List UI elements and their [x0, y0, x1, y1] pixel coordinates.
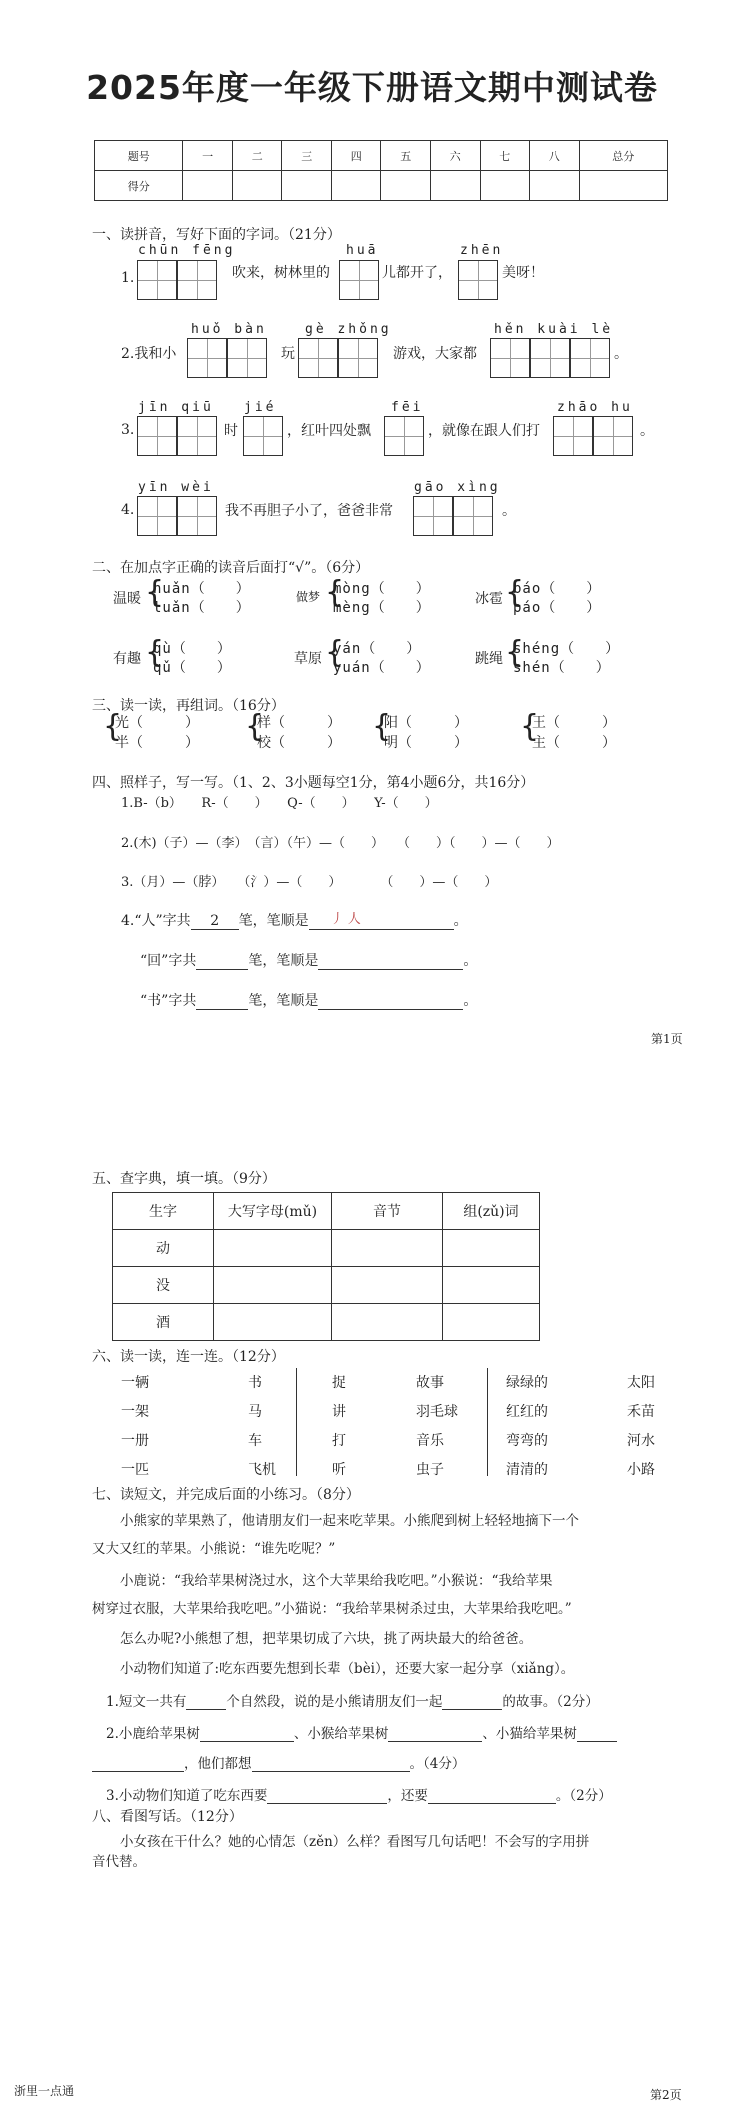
score-row-label: 得分	[95, 171, 183, 201]
match-item[interactable]: 讲	[332, 1404, 346, 1420]
period: 。	[453, 913, 468, 929]
stroke-order-blank[interactable]	[318, 1009, 463, 1010]
period: 。	[463, 993, 478, 1009]
score-header-cell: 二	[232, 141, 282, 171]
match-item[interactable]: 故事	[416, 1375, 444, 1391]
passage-line: 小鹿说：“我给苹果树浇过水，这个大苹果给我吃吧。”小猴说：“我给苹果	[120, 1573, 553, 1589]
reading-option[interactable]: luǎn（ ）	[153, 600, 251, 616]
tianzige-box[interactable]	[137, 260, 177, 300]
period: 。	[463, 953, 478, 969]
reading-option[interactable]: mòng（ ）	[333, 581, 431, 597]
tianzige-box[interactable]	[177, 416, 217, 456]
reading-option[interactable]: qǔ（ ）	[153, 660, 232, 676]
dict-row	[113, 1304, 540, 1341]
dict-cell[interactable]	[332, 1304, 443, 1341]
section3-heading: 三、读一读，再组词。（16分）	[92, 698, 285, 714]
pinyin-prompt: jīn qiū	[138, 400, 214, 415]
dict-char: 动	[113, 1230, 214, 1267]
word-group-input[interactable]: 样（ ）	[257, 715, 341, 731]
score-cell[interactable]	[232, 171, 282, 201]
score-cell[interactable]	[282, 171, 332, 201]
question-text: 2.小鹿给苹果树	[106, 1726, 200, 1742]
word-group-input[interactable]: 王（ ）	[532, 715, 616, 731]
score-header-cell: 五	[381, 141, 431, 171]
dict-cell[interactable]	[443, 1267, 540, 1304]
brace-icon: {	[520, 709, 540, 744]
score-cell[interactable]	[183, 171, 233, 201]
match-item[interactable]: 书	[248, 1375, 262, 1391]
match-item[interactable]: 一匹	[121, 1462, 149, 1478]
dict-cell[interactable]	[214, 1230, 332, 1267]
stroke-order-blank[interactable]	[309, 912, 454, 930]
dict-char: 没	[113, 1267, 214, 1304]
pinyin-prompt: fēi	[391, 400, 424, 415]
pinyin-prompt: gè zhǒng	[305, 322, 392, 337]
sentence-text: 儿都开了，	[382, 265, 452, 281]
question-text: 3.小动物们知道了吃东西要	[106, 1788, 268, 1804]
word-group-input[interactable]: 校（ ）	[257, 735, 341, 751]
q4-3-text: 3.（月）—（脖） （氵）—（ ） （ ）—（ ）	[121, 875, 498, 890]
dict-header: 生字	[113, 1193, 214, 1230]
reading-option[interactable]: nuǎn（ ）	[153, 581, 251, 597]
sentence-text: ，红叶四处飘	[287, 423, 371, 439]
match-item[interactable]: 一册	[121, 1433, 149, 1449]
passage-line: 怎么办呢?小熊想了想，把苹果切成了六块，挑了两块最大的给爸爸。	[120, 1631, 533, 1647]
tianzige-box[interactable]	[339, 260, 379, 300]
target-word: 跳绳	[475, 651, 503, 667]
match-item[interactable]: 马	[248, 1404, 262, 1420]
passage-line: 又大又红的苹果。小熊说：“谁先吃呢？”	[92, 1541, 336, 1557]
brace-icon: {	[145, 635, 165, 670]
stroke-question	[121, 910, 468, 930]
match-item[interactable]: 虫子	[416, 1462, 444, 1478]
dict-header-row	[113, 1193, 540, 1230]
question-text: 、小猫给苹果树	[482, 1726, 577, 1742]
reading-question-1	[106, 1690, 599, 1710]
stroke-order-handwriting: 丿 人	[330, 912, 361, 927]
tianzige-box[interactable]	[243, 416, 283, 456]
reading-option[interactable]: mèng（ ）	[333, 600, 431, 616]
dict-char: 酒	[113, 1304, 214, 1341]
pinyin-prompt: gāo xìng	[414, 480, 501, 495]
tianzige-box[interactable]	[530, 338, 570, 378]
match-item[interactable]: 太阳	[627, 1375, 655, 1391]
column-divider	[487, 1368, 488, 1476]
stroke-q-prefix: “书”字共	[140, 993, 197, 1009]
stroke-count-blank[interactable]	[191, 913, 239, 930]
match-item[interactable]: 绿绿的	[506, 1375, 548, 1391]
answer-blank[interactable]	[428, 1803, 556, 1804]
dict-cell[interactable]	[214, 1304, 332, 1341]
dictionary-table	[112, 1192, 540, 1341]
brace-icon: {	[245, 709, 265, 744]
match-item[interactable]: 小路	[627, 1462, 655, 1478]
tianzige-box[interactable]	[490, 338, 530, 378]
stroke-q-mid: 笔，笔顺是	[248, 993, 319, 1009]
score-header-cell: 题号	[95, 141, 183, 171]
sentence-text: 2.我和小	[121, 346, 177, 362]
sentence-text: 美呀！	[502, 265, 544, 281]
stroke-q-mid: 笔，笔顺是	[248, 953, 319, 969]
section5-heading: 五、查字典，填一填。（9分）	[92, 1171, 276, 1187]
match-item[interactable]: 一架	[121, 1404, 149, 1420]
brace-icon: {	[505, 575, 525, 610]
stroke-q-mid: 笔，笔顺是	[238, 913, 309, 929]
score-table	[94, 140, 668, 201]
stroke-q-prefix: 4.“人”字共	[121, 913, 191, 929]
page-number: 第1页	[651, 1032, 683, 1046]
q4-2-text: 2.(木)（子）—（李） （言）（午）—（ ） （ ）（ ）—（ ）	[121, 836, 560, 851]
pinyin-prompt: huā	[346, 243, 379, 258]
reading-option[interactable]: yuán（ ）	[333, 660, 431, 676]
score-header-cell: 六	[431, 141, 481, 171]
dict-header: 音节	[332, 1193, 443, 1230]
dict-header: 组(zǔ)词	[443, 1193, 540, 1230]
target-word: 有趣	[113, 651, 141, 667]
match-item[interactable]: 河水	[627, 1433, 655, 1449]
tianzige-box[interactable]	[187, 338, 227, 378]
question-text: ，还要	[387, 1788, 428, 1804]
answer-blank[interactable]	[267, 1803, 387, 1804]
q-number: 1.	[121, 270, 135, 286]
target-word: 草原	[294, 651, 322, 667]
sentence-text: 我不再胆子小了，爸爸非常	[225, 503, 393, 519]
section6-heading: 六、读一读，连一连。（12分）	[92, 1349, 285, 1365]
match-item[interactable]: 飞机	[248, 1462, 276, 1478]
question-text: 。（4分）	[409, 1756, 466, 1772]
match-item[interactable]: 音乐	[416, 1433, 444, 1449]
page-number: 第2页	[650, 2088, 682, 2102]
match-item[interactable]: 禾苗	[627, 1404, 655, 1420]
tianzige-box[interactable]	[453, 496, 493, 536]
section1-heading: 一、读拼音，写好下面的字词。（21分）	[92, 227, 341, 243]
dict-cell[interactable]	[332, 1267, 443, 1304]
answer-blank[interactable]	[388, 1741, 482, 1742]
tianzige-box[interactable]	[570, 338, 610, 378]
sentence-text: 。	[502, 503, 516, 519]
answer-blank[interactable]	[200, 1741, 294, 1742]
answer-blank[interactable]	[442, 1709, 502, 1710]
dict-cell[interactable]	[214, 1267, 332, 1304]
sentence-text: 游戏，大家都	[393, 346, 477, 362]
question-text: 1.短文一共有	[106, 1694, 187, 1710]
match-item[interactable]: 羽毛球	[416, 1404, 458, 1420]
stroke-q-prefix: “回”字共	[140, 953, 197, 969]
stroke-question	[140, 950, 477, 970]
tianzige-box[interactable]	[177, 496, 217, 536]
sentence-text: ，就像在跟人们打	[428, 423, 540, 439]
question-text: ，他们都想	[184, 1756, 252, 1772]
word-group-input[interactable]: 明（ ）	[384, 735, 468, 751]
sentence-text: 时	[224, 423, 238, 439]
reading-question-3	[106, 1784, 612, 1804]
pinyin-prompt: hěn kuài lè	[494, 322, 614, 337]
stroke-question	[140, 990, 477, 1010]
tianzige-box[interactable]	[384, 416, 424, 456]
score-cell[interactable]	[431, 171, 481, 201]
score-cell[interactable]	[579, 171, 667, 201]
brace-icon: {	[145, 575, 165, 610]
question-text: 。（2分）	[555, 1788, 612, 1804]
word-group-input[interactable]: 阳（ ）	[384, 715, 468, 731]
tianzige-box[interactable]	[177, 260, 217, 300]
score-header-cell: 三	[282, 141, 332, 171]
sentence-text: 。	[640, 423, 654, 439]
q-number: 3.	[121, 422, 135, 438]
q4-1-text: 1.B-（b） R-（ ） Q-（ ） Y-（ ）	[121, 796, 438, 811]
match-item[interactable]: 一辆	[121, 1375, 149, 1391]
brace-icon: {	[325, 575, 345, 610]
brace-icon: {	[505, 635, 525, 670]
column-divider	[296, 1368, 297, 1476]
reading-option[interactable]: páo（ ）	[513, 600, 602, 616]
passage-line: 小动物们知道了:吃东西要先想到长辈（bèi），还要大家一起分享（xiǎng）。	[120, 1661, 575, 1677]
exam-title: 2025年度一年级下册语文期中测试卷	[86, 68, 658, 107]
stroke-count-value: 2	[210, 913, 220, 929]
prompt-line: 小女孩在干什么？她的心情怎（zěn）么样？看图写几句话吧！不会写的字用拼	[120, 1834, 590, 1850]
target-word: 温暖	[113, 591, 141, 607]
stroke-count-blank[interactable]	[196, 1009, 248, 1010]
stroke-order-blank[interactable]	[318, 969, 463, 970]
tianzige-box[interactable]	[137, 416, 177, 456]
prompt-line: 音代替。	[92, 1854, 146, 1870]
dict-cell[interactable]	[443, 1304, 540, 1341]
tianzige-box[interactable]	[458, 260, 498, 300]
reading-option[interactable]: báo（ ）	[513, 581, 602, 597]
reading-question-2	[106, 1722, 617, 1742]
stroke-count-blank[interactable]	[196, 969, 248, 970]
tianzige-box[interactable]	[338, 338, 378, 378]
word-group-input[interactable]: 光（ ）	[115, 715, 199, 731]
q-number: 4.	[121, 502, 135, 518]
passage-line: 小熊家的苹果熟了，他请朋友们一起来吃苹果。小熊爬到树上轻轻地摘下一个	[120, 1513, 579, 1529]
section4-heading: 四、照样子，写一写。（1、2、3小题每空1分，第4小题6分，共16分）	[92, 775, 535, 791]
brace-icon: {	[325, 635, 345, 670]
reading-option[interactable]: shéng（ ）	[513, 641, 621, 657]
score-header-cell: 八	[530, 141, 580, 171]
answer-blank[interactable]	[186, 1709, 226, 1710]
brace-icon: {	[103, 709, 123, 744]
reading-option[interactable]: shén（ ）	[513, 660, 611, 676]
tianzige-box[interactable]	[298, 338, 338, 378]
score-cell[interactable]	[530, 171, 580, 201]
dict-row	[113, 1267, 540, 1304]
tianzige-box[interactable]	[137, 496, 177, 536]
score-input-row	[95, 171, 668, 201]
tianzige-box[interactable]	[553, 416, 593, 456]
word-group-input[interactable]: 半（ ）	[115, 735, 199, 751]
score-header-cell: 七	[480, 141, 530, 171]
answer-blank[interactable]	[92, 1771, 184, 1772]
dict-row	[113, 1230, 540, 1267]
pinyin-prompt: zhāo hu	[557, 400, 633, 415]
tianzige-box[interactable]	[593, 416, 633, 456]
score-header-cell: 四	[331, 141, 381, 171]
score-header-cell: 总分	[579, 141, 667, 171]
match-item[interactable]: 红红的	[506, 1404, 548, 1420]
score-cell[interactable]	[381, 171, 431, 201]
pinyin-prompt: huǒ bàn	[191, 322, 267, 337]
pinyin-prompt: yīn wèi	[138, 480, 214, 495]
pinyin-prompt: jié	[244, 400, 277, 415]
pinyin-prompt: chūn fēng	[138, 243, 236, 258]
answer-blank[interactable]	[252, 1771, 410, 1772]
match-item[interactable]: 打	[332, 1433, 346, 1449]
question-text: 个自然段，说的是小熊请朋友们一起	[226, 1694, 443, 1710]
brace-icon: {	[372, 709, 392, 744]
reading-question-2-cont	[92, 1752, 465, 1772]
tianzige-box[interactable]	[413, 496, 453, 536]
match-item[interactable]: 弯弯的	[506, 1433, 548, 1449]
reading-option[interactable]: yán（ ）	[333, 641, 422, 657]
dict-cell[interactable]	[443, 1230, 540, 1267]
score-header-cell: 一	[183, 141, 233, 171]
word-group-input[interactable]: 主（ ）	[532, 735, 616, 751]
sentence-text: 吹来，树林里的	[232, 265, 330, 281]
footer-brand: 浙里一点通	[14, 2084, 75, 2098]
reading-option[interactable]: qù（ ）	[153, 641, 232, 657]
match-item[interactable]: 捉	[332, 1375, 346, 1391]
section2-heading: 二、在加点字正确的读音后面打“√”。（6分）	[92, 560, 370, 576]
match-item[interactable]: 听	[332, 1462, 346, 1478]
match-item[interactable]: 清清的	[506, 1462, 548, 1478]
dict-header: 大写字母(mǔ)	[214, 1193, 332, 1230]
sentence-text: 玩	[281, 346, 295, 362]
tianzige-box[interactable]	[227, 338, 267, 378]
score-cell[interactable]	[331, 171, 381, 201]
section7-heading: 七、读短文，并完成后面的小练习。（8分）	[92, 1487, 360, 1503]
question-text: 的故事。（2分）	[502, 1694, 599, 1710]
match-item[interactable]: 车	[248, 1433, 262, 1449]
section8-heading: 八、看图写话。（12分）	[92, 1809, 243, 1825]
score-header-row	[95, 141, 668, 171]
question-text: 、小猴给苹果树	[293, 1726, 389, 1742]
score-cell[interactable]	[480, 171, 530, 201]
pinyin-prompt: zhēn	[460, 243, 504, 258]
sentence-text: 。	[614, 346, 628, 362]
passage-line: 树穿过衣服，大苹果给我吃吧。”小猫说：“我给苹果树杀过虫，大苹果给我吃吧。”	[92, 1601, 572, 1617]
target-word: 冰雹	[475, 591, 503, 607]
target-word: 做梦	[296, 590, 321, 604]
answer-blank[interactable]	[577, 1741, 617, 1742]
dict-cell[interactable]	[332, 1230, 443, 1267]
